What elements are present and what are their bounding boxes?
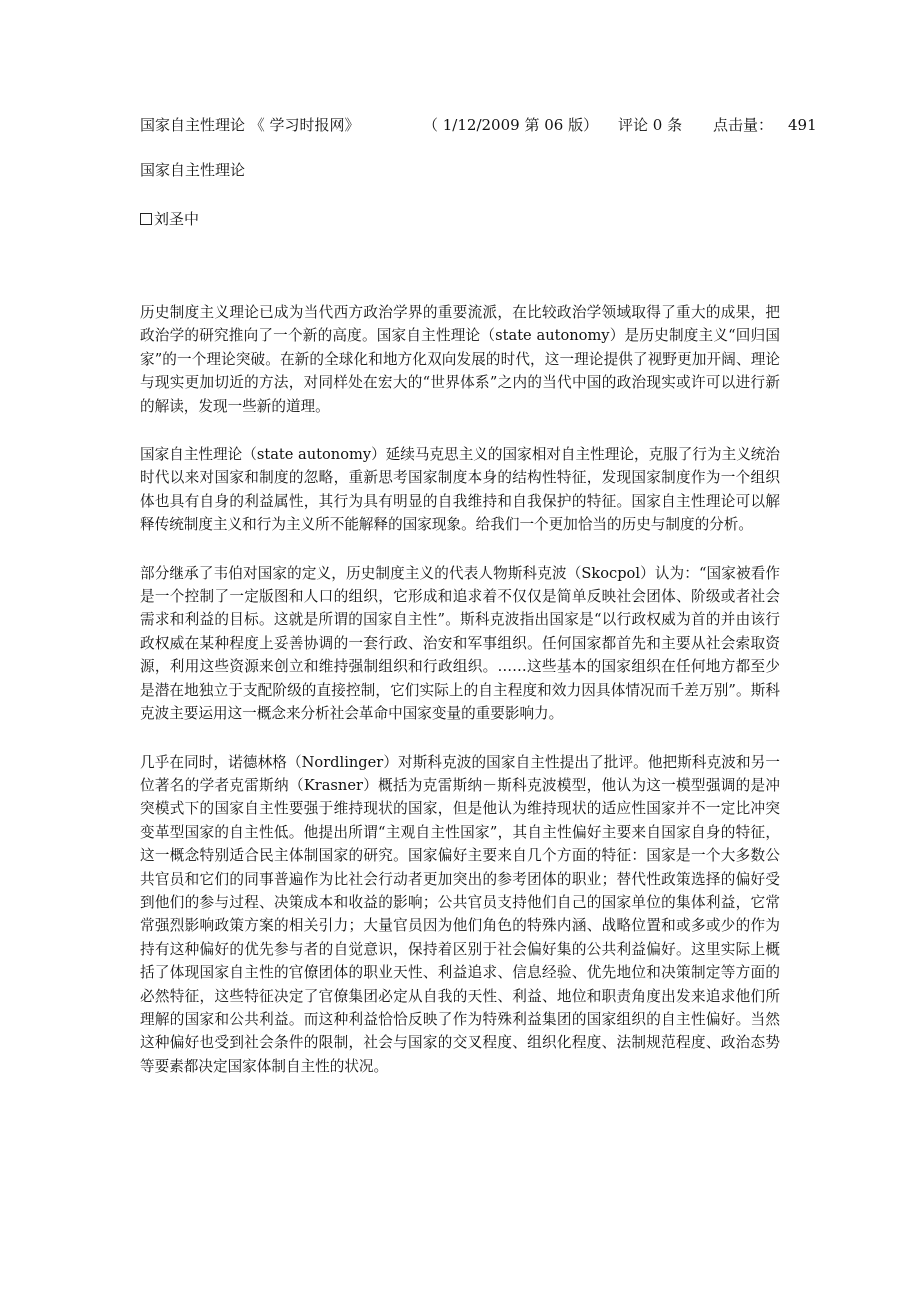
paragraph: 国家自主性理论（state autonomy）延续马克思主义的国家相对自主性理论，克服了行为主义统治时代以来对国家和制度的忽略，重新思考国家制度本身的结构性特征，发现国家制度作为一个组织体也具有自身的利益属性，其行为具有明显的自我维持和自我保护的特征。国家自主性理论可以解释传统制度主义和行为主义所不能解释的国家现象。给我们一个更加恰当的历史与制度的分析。 [140,446,780,534]
edition-date: （ 1/12/2009 第 06 版） [423,116,599,134]
paragraph: 几乎在同时，诺德林格（Nordlinger）对斯科克波的国家自主性提出了批评。他把斯科克波和另一位著名的学者克雷斯纳（Krasner）概括为克雷斯纳－斯科克波模型，他认为这一模型强调的是冲突模式下的国家自主性要强于维持现状的国家，但是他认为维持现状的适应性国家并不一定比冲突变革型国家的自主性低。他提出所谓“主观自主性国家”，其自主性偏好主要来自国家自身的特征，这一概念特别适合民主体制国家的研究。国家偏好主要来自几个方面的特征：国家是一个大多数公共官员和它们的同事普遍作为比社会行动者更加突出的参考团体的职业；替代性政策选择的偏好受到他们的参与过程、决策成本和收益的影响；公共官员支持他们自己的国家单位的集体利益，它常常强烈影响政策方案的相关引力；大量官员因为他们角色的特殊内涵、战略位置和或多或少的作为持有这种偏好的优先参与者的自觉意识，保持着区别于社会偏好集的公共利益偏好。这里实际上概括了体现国家自主性的官僚团体的职业天性、利益追求、信息经验、优先地位和决策制定等方面的必然特征，这些特征决定了官僚集团必定从自我的天性、利益、地位和职责角度出发来追求他们所理解的国家和公共利益。而这种利益恰恰反映了作为特殊利益集团的国家组织的自主性偏好。当然这种偏好也受到社会条件的限制，社会与国家的交叉程度、组织化程度、法制规范程度、政治态势等要素都决定国家体制自主性的状况。 [140,753,780,1075]
article-body [140,301,780,1103]
views-count: 491 [788,116,817,134]
views-label: 点击量： [713,116,774,134]
site-title: 国家自主性理论 《 学习时报网》 [140,116,360,134]
article-header [140,113,840,137]
author-box-icon [140,213,152,225]
author-name: 刘圣中 [154,210,200,228]
author-byline [140,207,199,231]
article-title: 国家自主性理论 [140,161,246,179]
comment-count: 评论 0 条 [618,116,683,134]
paragraph: 部分继承了韦伯对国家的定义，历史制度主义的代表人物斯科克波（Skocpol）认为：“国家被看作是一个控制了一定版图和人口的组织，它形成和追求着不仅仅是简单反映社会团体、阶级或者社会需求和利益的目标。这就是所谓的国家自主性”。斯科克波指出国家是“以行政权威为首的并由该行政权威在某种程度上妥善协调的一套行政、治安和军事组织。任何国家都首先和主要从社会索取资源，利用这些资源来创立和维持强制组织和行政组织。……这些基本的国家组织在任何地方都至少是潜在地独立于支配阶级的直接控制，它们实际上的自主程度和效力因具体情况而千差万别”。斯科克波主要运用这一概念来分析社会革命中国家变量的重要影响力。 [140,564,780,723]
paragraph: 历史制度主义理论已成为当代西方政治学界的重要流派，在比较政治学领域取得了重大的成果，把政治学的研究推向了一个新的高度。国家自主性理论（state autonomy）是历史制度主义“回归国家”的一个理论突破。在新的全球化和地方化双向发展的时代，这一理论提供了视野更加开阔、理论与现实更加切近的方法，对同样处在宏大的“世界体系”之内的当代中国的政治现实或许可以进行新的解读，发现一些新的道理。 [140,304,780,415]
